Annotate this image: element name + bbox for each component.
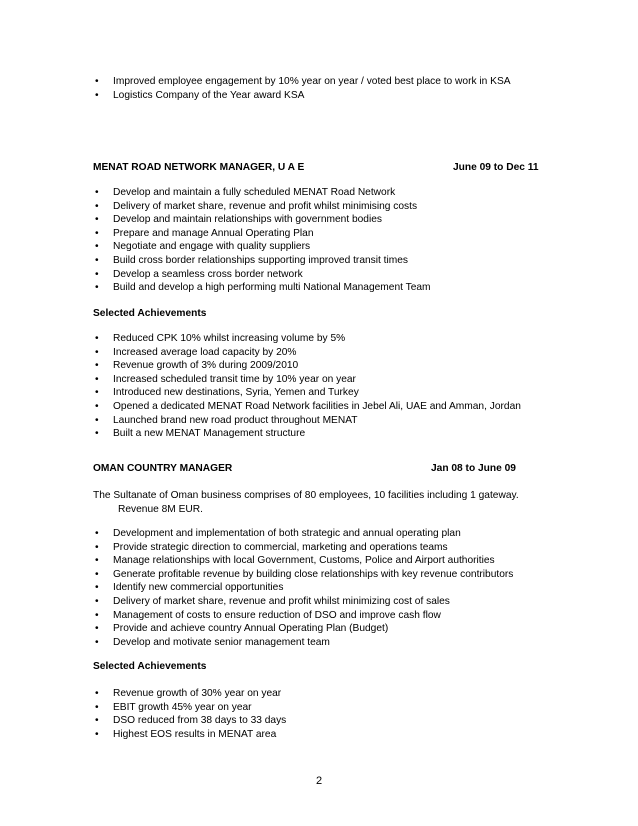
role1-achievements-heading: Selected Achievements xyxy=(93,308,207,319)
role2-summary xyxy=(93,489,519,516)
bullet-icon: • xyxy=(95,89,99,101)
top-achievement-list xyxy=(95,75,511,102)
role1-achievements-list xyxy=(95,332,521,441)
list-item: • Reduced CPK 10% whilst increasing volume by 5% xyxy=(95,333,346,344)
list-item: • Introduced new destinations, Syria, Yemen and Turkey xyxy=(95,387,359,399)
bullet-icon: • xyxy=(95,214,99,226)
list-item: • Revenue growth of 30% year on year xyxy=(95,688,282,699)
role2-achievements-heading: Selected Achievements xyxy=(93,661,207,672)
role1-dates: June 09 to Dec 11 xyxy=(453,162,539,173)
bullet-icon: • xyxy=(95,414,99,426)
list-item: • Improved employee engagement by 10% year on year / voted best place to work in KSA xyxy=(95,76,511,87)
list-item: • Development and implementation of both strategic and annual operating plan xyxy=(95,528,461,539)
list-item: • Manage relationships with local Government, Customs, Police and Airport authorities xyxy=(95,555,495,567)
bullet-icon: • xyxy=(95,568,99,580)
list-item: • Revenue growth of 3% during 2009/2010 xyxy=(95,360,299,372)
role2-dates: Jan 08 to June 09 xyxy=(431,463,516,474)
bullet-icon: • xyxy=(95,400,99,412)
bullet-icon: • xyxy=(95,528,99,539)
bullet-icon: • xyxy=(95,268,99,280)
bullet-icon: • xyxy=(95,254,99,266)
list-item: • Develop and maintain relationships with government bodies xyxy=(95,214,382,226)
list-item: • Build and develop a high performing multi National Management Team xyxy=(95,282,431,294)
list-item: • Increased scheduled transit time by 10% year on year xyxy=(95,373,356,385)
role2-achievements-list xyxy=(95,687,287,741)
bullet-icon: • xyxy=(95,227,99,239)
bullet-icon: • xyxy=(95,241,99,253)
bullet-icon: • xyxy=(95,333,99,344)
bullet-icon: • xyxy=(95,346,99,358)
bullet-icon: • xyxy=(95,373,99,385)
role2-title: OMAN COUNTRY MANAGER xyxy=(93,463,233,474)
page-number: 2 xyxy=(315,775,323,787)
role1-title: MENAT ROAD NETWORK MANAGER, U A E xyxy=(93,162,305,173)
list-item: • Negotiate and engage with quality suppliers xyxy=(95,241,311,253)
list-item: • Built a new MENAT Management structure xyxy=(95,428,306,440)
bullet-icon: • xyxy=(95,428,99,440)
list-item: • Prepare and manage Annual Operating Plan xyxy=(95,227,314,239)
list-item: • DSO reduced from 38 days to 33 days xyxy=(95,715,287,727)
list-item: • Highest EOS results in MENAT area xyxy=(95,728,277,740)
list-item: • Identify new commercial opportunities xyxy=(95,582,284,594)
list-item: • Delivery of market share, revenue and profit whilst minimising costs xyxy=(95,200,418,212)
bullet-icon: • xyxy=(95,360,99,372)
list-item: • Opened a dedicated MENAT Road Network facilities in Jebel Ali, UAE and Amman, Jordan xyxy=(95,400,521,412)
bullet-icon: • xyxy=(95,582,99,594)
bullet-icon: • xyxy=(95,200,99,212)
list-item: • Generate profitable revenue by building close relationships with key revenue contributors xyxy=(95,568,514,580)
list-item: • Provide and achieve country Annual Operating Plan (Budget) xyxy=(95,623,389,635)
bullet-icon: • xyxy=(95,609,99,621)
bullet-icon: • xyxy=(95,76,99,87)
bullet-icon: • xyxy=(95,595,99,607)
bullet-icon: • xyxy=(95,387,99,399)
bullet-icon: • xyxy=(95,728,99,740)
bullet-icon: • xyxy=(95,555,99,567)
list-item: • Logistics Company of the Year award KSA xyxy=(95,89,305,101)
list-item: • Increased average load capacity by 20% xyxy=(95,346,297,358)
bullet-icon: • xyxy=(95,623,99,635)
role2-summary-line2: Revenue 8M EUR. xyxy=(118,503,203,515)
role2-summary-line1: The Sultanate of Oman business comprises of 80 employees, 10 facilities including 1 gateway. xyxy=(93,490,519,501)
role1-duties-list xyxy=(95,186,431,295)
bullet-icon: • xyxy=(95,701,99,713)
list-item: • Develop a seamless cross border network xyxy=(95,268,303,280)
list-item: • Management of costs to ensure reduction of DSO and improve cash flow xyxy=(95,609,441,621)
role2-duties-list xyxy=(95,527,514,649)
list-item: • Delivery of market share, revenue and profit whilst minimizing cost of sales xyxy=(95,595,450,607)
bullet-icon: • xyxy=(95,715,99,727)
bullet-icon: • xyxy=(95,282,99,294)
list-item: • Build cross border relationships supporting improved transit times xyxy=(95,254,409,266)
bullet-icon: • xyxy=(95,541,99,553)
list-item: • Develop and motivate senior management team xyxy=(95,636,330,648)
bullet-icon: • xyxy=(95,636,99,648)
list-item: • Develop and maintain a fully scheduled MENAT Road Network xyxy=(95,187,396,198)
bullet-icon: • xyxy=(95,187,99,198)
bullet-icon: • xyxy=(95,688,99,699)
list-item: • EBIT growth 45% year on year xyxy=(95,701,252,713)
list-item: • Launched brand new road product throughout MENAT xyxy=(95,414,358,426)
list-item: • Provide strategic direction to commercial, marketing and operations teams xyxy=(95,541,448,553)
